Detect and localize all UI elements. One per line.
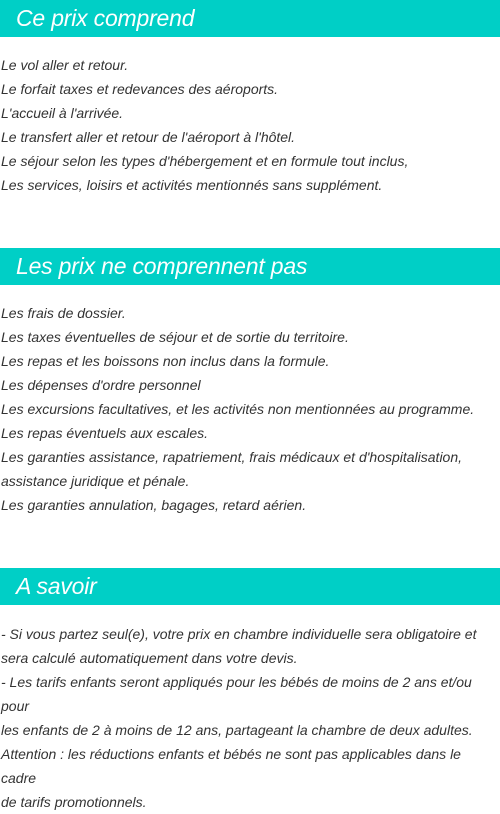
list-item: Le transfert aller et retour de l'aéroport à l'hôtel. bbox=[1, 129, 296, 145]
list-item: Attention : les réductions enfants et bébés ne sont pas applicables dans le cadre bbox=[1, 746, 461, 786]
section-price-includes bbox=[0, 0, 500, 197]
section-body bbox=[0, 605, 500, 814]
section-price-excludes bbox=[0, 248, 500, 517]
list-item: les enfants de 2 à moins de 12 ans, partageant la chambre de deux adultes. bbox=[1, 722, 473, 738]
list-item: Les garanties annulation, bagages, retard aérien. bbox=[1, 497, 307, 513]
list-item: Les services, loisirs et activités mentionnés sans supplément. bbox=[1, 177, 383, 193]
section-header bbox=[0, 568, 500, 605]
list-item: L'accueil à l'arrivée. bbox=[1, 105, 124, 121]
list-item: de tarifs promotionnels. bbox=[1, 794, 147, 810]
section-title: Les prix ne comprennent pas bbox=[16, 253, 308, 279]
list-item: Les garanties assistance, rapatriement, frais médicaux et d'hospitalisation, bbox=[1, 449, 463, 465]
list-item: Les excursions facultatives, et les activités non mentionnées au programme. bbox=[1, 401, 475, 417]
list-item: - Si vous partez seul(e), votre prix en chambre individuelle sera obligatoire et bbox=[1, 626, 477, 642]
list-item: Le séjour selon les types d'hébergement et en formule tout inclus, bbox=[1, 153, 409, 169]
section-header bbox=[0, 248, 500, 285]
list-item: Les dépenses d'ordre personnel bbox=[1, 377, 201, 393]
list-item: Les frais de dossier. bbox=[1, 305, 126, 321]
section-good-to-know bbox=[0, 568, 500, 814]
section-header bbox=[0, 0, 500, 37]
list-item: - Les tarifs enfants seront appliqués pour les bébés de moins de 2 ans et/ou pour bbox=[1, 674, 472, 714]
list-item: Le forfait taxes et redevances des aéroports. bbox=[1, 81, 279, 97]
list-item: Les taxes éventuelles de séjour et de sortie du territoire. bbox=[1, 329, 349, 345]
list-item: Les repas éventuels aux escales. bbox=[1, 425, 209, 441]
section-body bbox=[0, 285, 500, 517]
list-item: Le vol aller et retour. bbox=[1, 57, 129, 73]
list-item: Les repas et les boissons non inclus dans la formule. bbox=[1, 353, 330, 369]
section-body bbox=[0, 37, 500, 197]
section-title: Ce prix comprend bbox=[16, 5, 195, 31]
section-title: A savoir bbox=[16, 573, 97, 599]
list-item: assistance juridique et pénale. bbox=[1, 473, 190, 489]
list-item: sera calculé automatiquement dans votre devis. bbox=[1, 650, 298, 666]
